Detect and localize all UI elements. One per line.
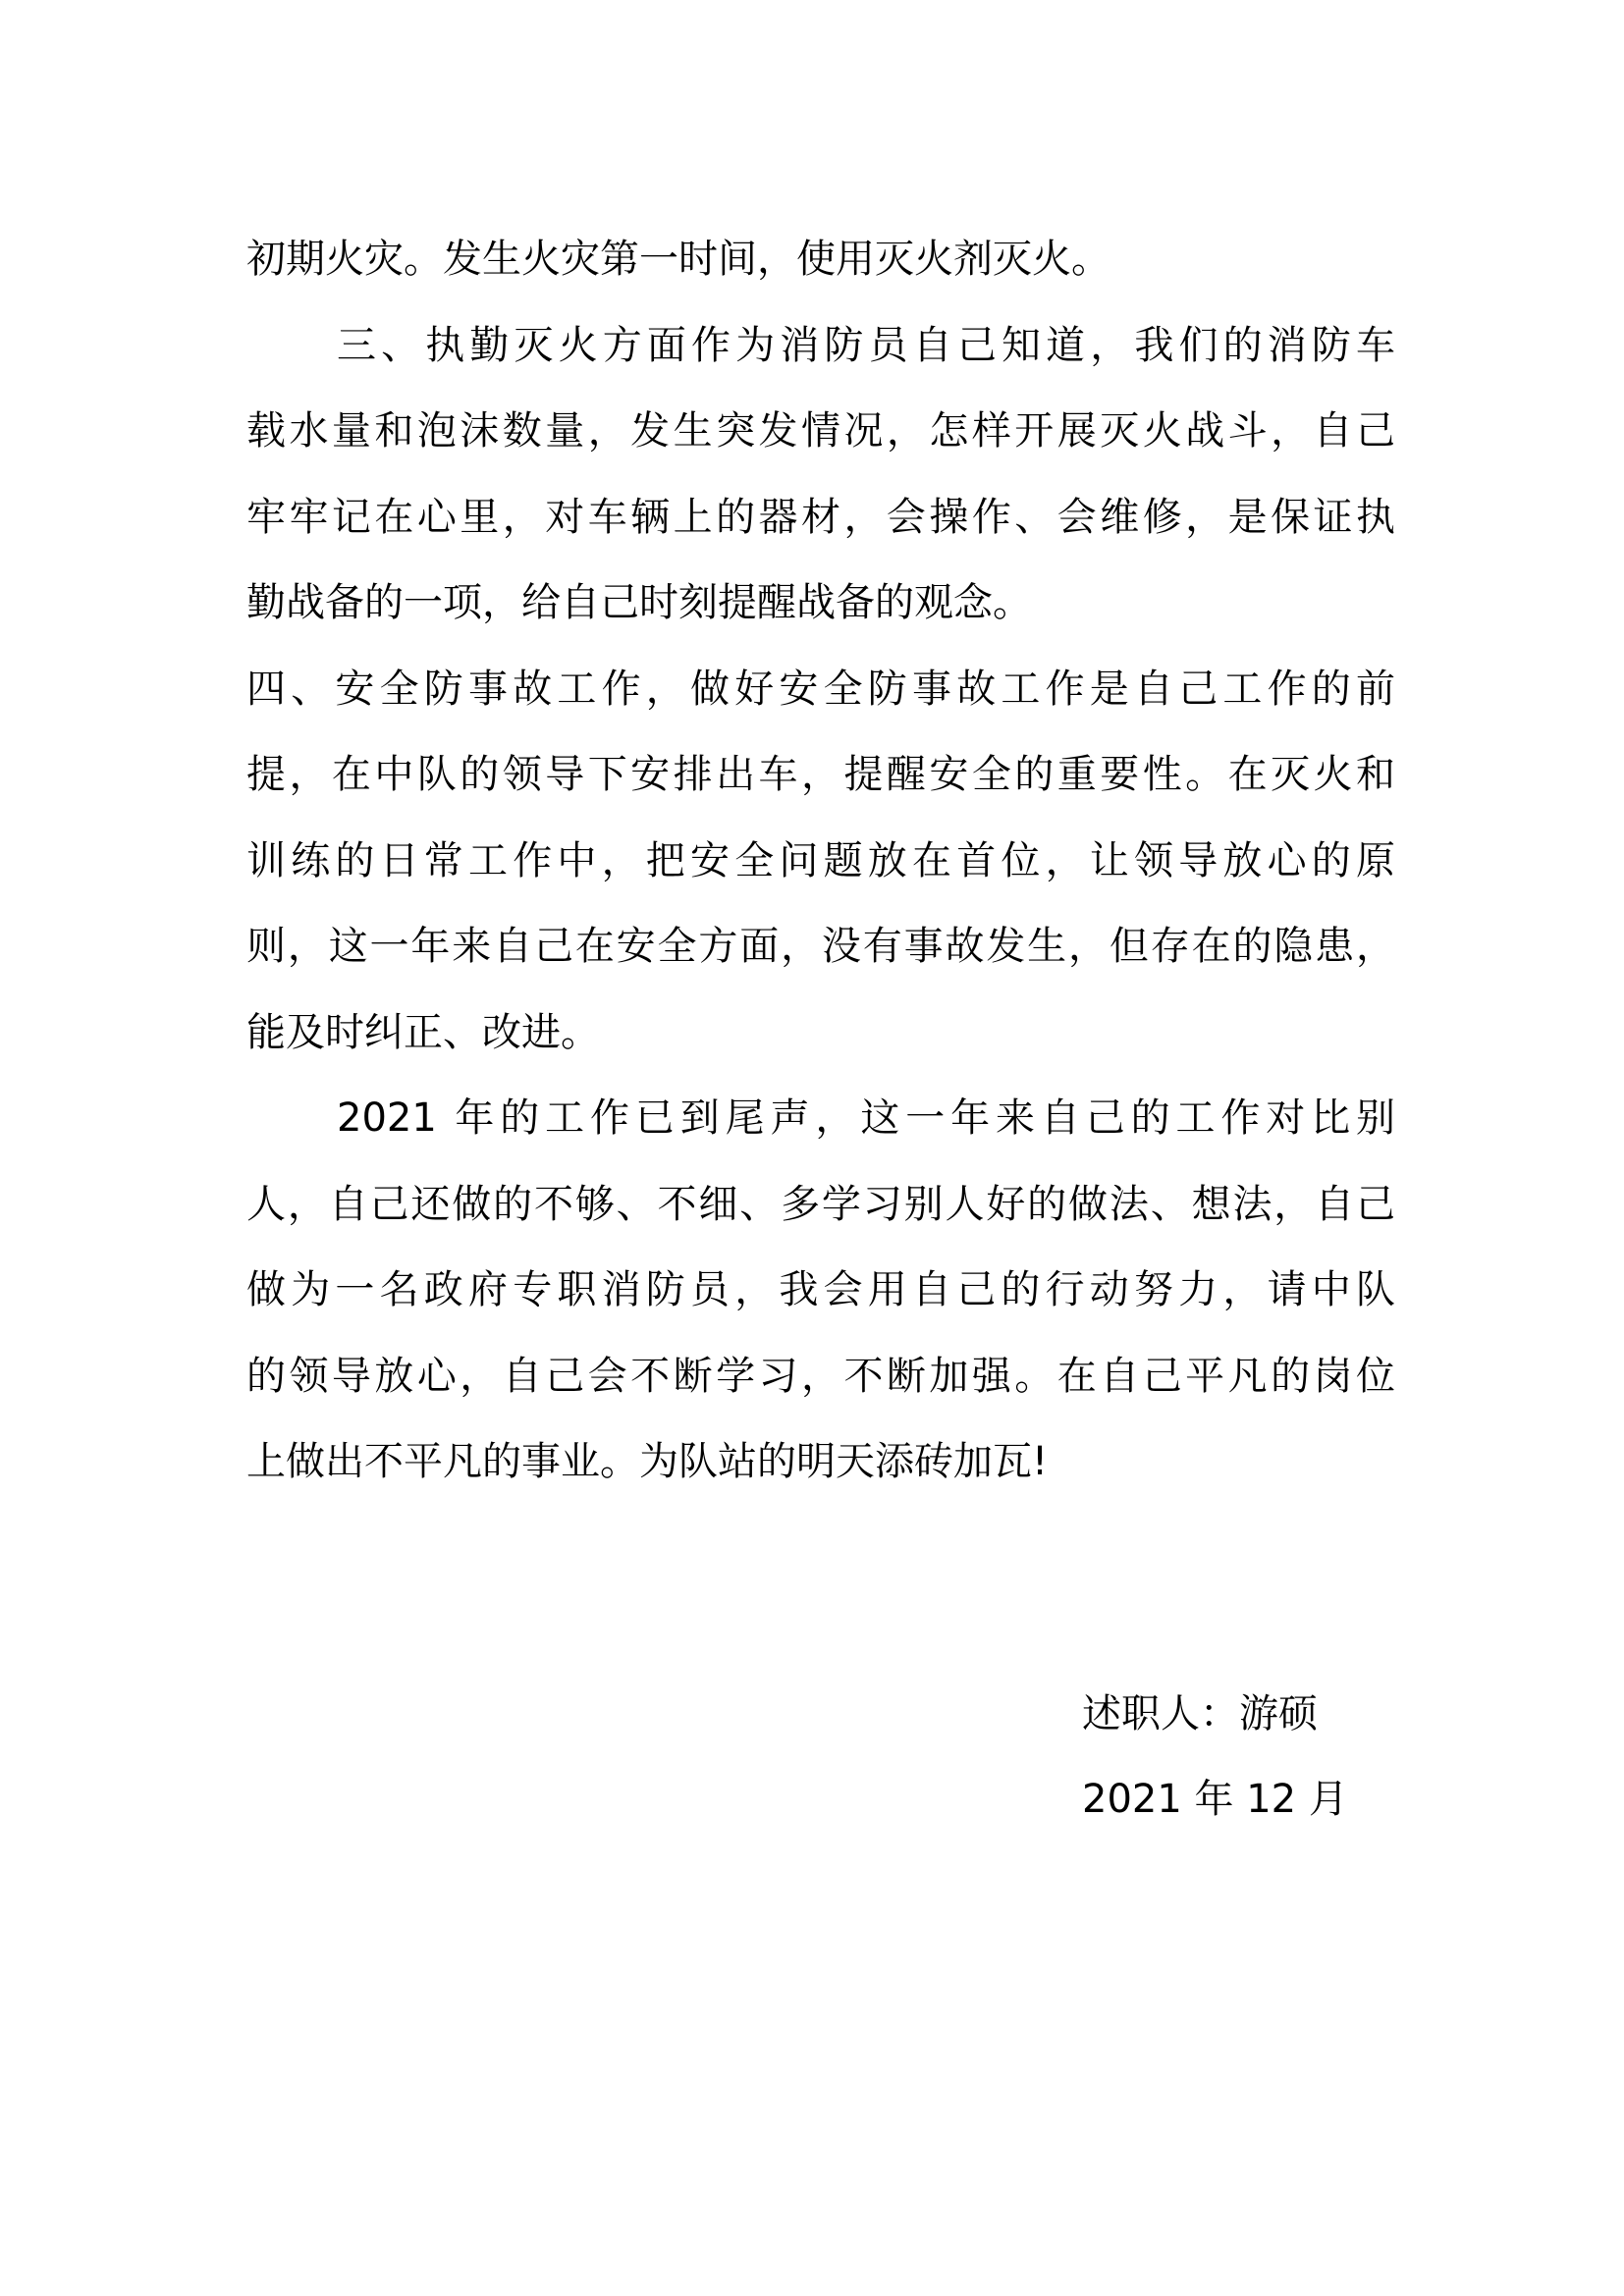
body-line-9: 则，这一年来自己在安全方面，没有事故发生，但存在的隐患，	[246, 924, 1395, 969]
signature-author: 述职人：游硕	[1082, 1691, 1318, 1736]
body-line-11: 2021 年的工作已到尾声，这一年来自己的工作对比别	[337, 1095, 1395, 1141]
body-line-14: 的领导放心，自己会不断学习，不断加强。在自己平凡的岗位	[246, 1354, 1395, 1399]
body-line-13: 做为一名政府专职消防员，我会用自己的行动努力，请中队	[246, 1267, 1395, 1312]
body-line-4: 牢牢记在心里，对车辆上的器材，会操作、会维修，是保证执	[246, 495, 1395, 540]
body-line-2: 三、执勤灭火方面作为消防员自己知道，我们的消防车	[337, 323, 1395, 368]
body-line-8: 训练的日常工作中，把安全问题放在首位，让领导放心的原	[246, 838, 1395, 883]
signature-date: 2021 年 12 月	[1082, 1777, 1348, 1822]
body-line-15: 上做出不平凡的事业。为队站的明天添砖加瓦!	[246, 1439, 1049, 1484]
body-line-3: 载水量和泡沫数量，发生突发情况，怎样开展灭火战斗，自己	[246, 408, 1395, 454]
body-line-1: 初期火灾。发生火灾第一时间，使用灭火剂灭火。	[246, 237, 1110, 282]
body-line-12: 人，自己还做的不够、不细、多学习别人好的做法、想法，自己	[246, 1182, 1395, 1227]
body-line-10: 能及时纠正、改进。	[246, 1010, 600, 1055]
body-line-6: 四、安全防事故工作，做好安全防事故工作是自己工作的前	[246, 667, 1395, 712]
body-line-7: 提，在中队的领导下安排出车，提醒安全的重要性。在灭火和	[246, 752, 1395, 797]
body-line-5: 勤战备的一项，给自己时刻提醒战备的观念。	[246, 580, 1032, 625]
